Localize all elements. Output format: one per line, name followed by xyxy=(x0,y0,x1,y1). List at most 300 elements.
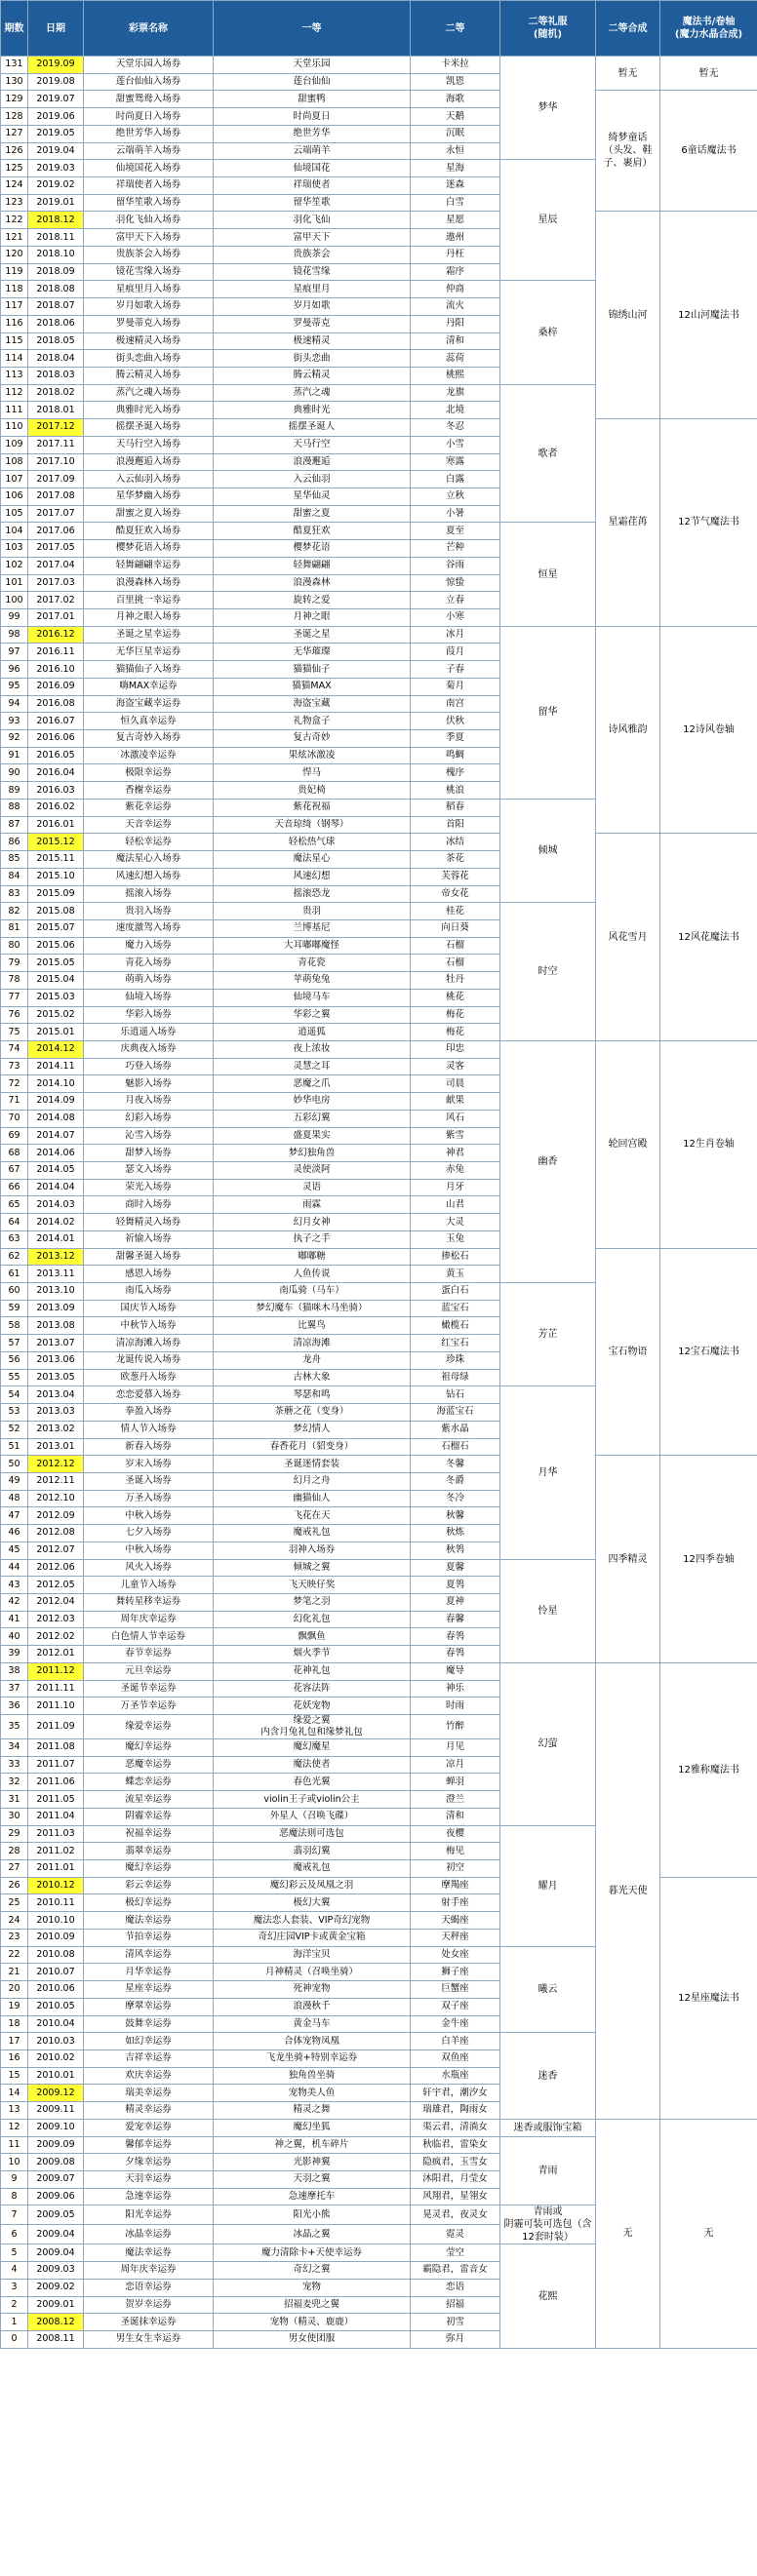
period-cell: 17 xyxy=(1,2033,28,2050)
first-prize-cell: 天堂乐园 xyxy=(214,57,411,74)
period-cell: 4 xyxy=(1,2262,28,2280)
date-cell: 2013.09 xyxy=(28,1300,84,1317)
lottery-name-cell: 冰激凌幸运券 xyxy=(84,747,214,764)
first-prize-cell: 翡羽幻翼 xyxy=(214,1843,411,1860)
first-prize-cell: 奇幻庄园VIP卡或黄金宝箱 xyxy=(214,1929,411,1946)
first-prize-cell: 花容法阵 xyxy=(214,1680,411,1698)
second-prize-cell: 丹枉 xyxy=(411,246,500,263)
lottery-name-cell: 浪漫邂逅入场券 xyxy=(84,453,214,471)
first-prize-cell: 天音琼绮（钢琴） xyxy=(214,816,411,834)
first-prize-cell: 烟火季节 xyxy=(214,1646,411,1663)
second-prize-cell: 伏秋 xyxy=(411,713,500,730)
lottery-name-cell: 魔力入场券 xyxy=(84,937,214,955)
date-cell: 2016.01 xyxy=(28,816,84,834)
first-prize-cell: 冰晶之翼 xyxy=(214,2225,411,2244)
second-prize-cell: 紫雪 xyxy=(411,1127,500,1145)
second-prize-cell: 卡米拉 xyxy=(411,57,500,74)
lottery-name-cell: 流星幸运券 xyxy=(84,1791,214,1809)
synth-group-cell: 星霜荏苒 xyxy=(596,419,660,627)
lottery-name-cell: 甜馨圣诞入场券 xyxy=(84,1248,214,1266)
date-cell: 2016.11 xyxy=(28,644,84,661)
period-cell: 1 xyxy=(1,2314,28,2331)
date-cell: 2010.05 xyxy=(28,1998,84,2015)
first-prize-cell: 独角兽坐骑 xyxy=(214,2067,411,2085)
period-cell: 88 xyxy=(1,799,28,816)
book-group-cell: 无 xyxy=(660,2119,757,2348)
lottery-name-cell: 清风幸运券 xyxy=(84,1946,214,1964)
lottery-name-cell: 速度激驾入场券 xyxy=(84,919,214,937)
first-prize-cell: 极速精灵 xyxy=(214,332,411,350)
lottery-name-cell: 贺岁幸运券 xyxy=(84,2296,214,2314)
period-cell: 72 xyxy=(1,1075,28,1093)
first-prize-cell: 羽神入场券 xyxy=(214,1542,411,1559)
second-prize-cell: 梅见 xyxy=(411,1843,500,1860)
lottery-name-cell: 恋语幸运券 xyxy=(84,2279,214,2296)
second-prize-cell: 月牙 xyxy=(411,1179,500,1196)
lottery-name-cell: 魔法幸运券 xyxy=(84,1912,214,1930)
period-cell: 46 xyxy=(1,1525,28,1542)
second-prize-cell: 大灵 xyxy=(411,1214,500,1231)
second-prize-cell: 桃浪 xyxy=(411,782,500,800)
period-cell: 70 xyxy=(1,1110,28,1127)
lottery-name-cell: 新春入场券 xyxy=(84,1438,214,1456)
date-cell: 2017.03 xyxy=(28,574,84,592)
date-cell: 2011.03 xyxy=(28,1825,84,1843)
lottery-name-cell: 萌萌入场券 xyxy=(84,972,214,990)
date-cell: 2013.02 xyxy=(28,1421,84,1438)
date-cell: 2014.05 xyxy=(28,1162,84,1180)
second-prize-cell: 茶花 xyxy=(411,851,500,869)
second-prize-cell: 秋鸰 xyxy=(411,1542,500,1559)
period-cell: 82 xyxy=(1,903,28,920)
period-cell: 7 xyxy=(1,2205,28,2225)
first-prize-cell: 羽化飞仙 xyxy=(214,212,411,229)
second-prize-cell: 掺松石 xyxy=(411,1248,500,1266)
date-cell: 2010.08 xyxy=(28,1946,84,1964)
lottery-name-cell: 星痕里月入场券 xyxy=(84,281,214,298)
lottery-name-cell: 极幻幸运券 xyxy=(84,1894,214,1912)
period-cell: 94 xyxy=(1,695,28,713)
period-cell: 107 xyxy=(1,471,28,488)
lottery-name-cell: 星华梦幽入场券 xyxy=(84,488,214,505)
second-prize-cell: 天秤座 xyxy=(411,1929,500,1946)
second-prize-cell: 蛋白石 xyxy=(411,1283,500,1301)
date-cell: 2013.05 xyxy=(28,1369,84,1386)
date-cell: 2017.12 xyxy=(28,419,84,437)
period-cell: 58 xyxy=(1,1317,28,1335)
dress-group-cell: 恒星 xyxy=(500,523,596,626)
second-prize-cell: 莹空 xyxy=(411,2244,500,2262)
date-cell: 2013.06 xyxy=(28,1351,84,1369)
second-prize-cell: 澄兰 xyxy=(411,1791,500,1809)
date-cell: 2015.01 xyxy=(28,1024,84,1041)
second-prize-cell: 季夏 xyxy=(411,730,500,748)
first-prize-cell: 光影神翼 xyxy=(214,2154,411,2171)
date-cell: 2017.11 xyxy=(28,436,84,453)
first-prize-cell: 奇幻之翼 xyxy=(214,2262,411,2280)
lottery-name-cell: 缘爱幸运券 xyxy=(84,1715,214,1739)
period-cell: 108 xyxy=(1,453,28,471)
first-prize-cell: 男女使团服 xyxy=(214,2331,411,2349)
dress-group-cell: 时空 xyxy=(500,903,596,1041)
book-group-cell: 12雅称魔法书 xyxy=(660,1662,757,1877)
date-cell: 2015.12 xyxy=(28,834,84,851)
date-cell: 2011.09 xyxy=(28,1715,84,1739)
period-cell: 14 xyxy=(1,2085,28,2102)
period-cell: 24 xyxy=(1,1912,28,1930)
first-prize-cell: 灵使淡阿 xyxy=(214,1162,411,1180)
lottery-name-cell: 贵羽入场券 xyxy=(84,903,214,920)
lottery-name-cell: 莲台仙仙入场券 xyxy=(84,73,214,91)
first-prize-cell: 圣诞迷情套装 xyxy=(214,1456,411,1473)
period-cell: 115 xyxy=(1,332,28,350)
period-cell: 18 xyxy=(1,2015,28,2033)
lottery-name-cell: 岁末入场券 xyxy=(84,1456,214,1473)
first-prize-cell: 紫花祝福 xyxy=(214,799,411,816)
second-prize-cell: 夏至 xyxy=(411,523,500,540)
period-cell: 73 xyxy=(1,1058,28,1075)
first-prize-cell: 典雅时光 xyxy=(214,402,411,419)
second-prize-cell: 清和 xyxy=(411,1808,500,1825)
period-cell: 131 xyxy=(1,57,28,74)
date-cell: 2017.09 xyxy=(28,471,84,488)
second-prize-cell: 初空 xyxy=(411,1860,500,1878)
first-prize-cell: 妙华电房 xyxy=(214,1093,411,1111)
date-cell: 2015.08 xyxy=(28,903,84,920)
lottery-name-cell: 无华巨星幸运券 xyxy=(84,644,214,661)
first-prize-cell: 贵羽 xyxy=(214,903,411,920)
first-prize-cell: 兰博基尼 xyxy=(214,919,411,937)
second-prize-cell: 紫水晶 xyxy=(411,1421,500,1438)
first-prize-cell: 酷夏狂欢 xyxy=(214,523,411,540)
date-cell: 2012.09 xyxy=(28,1507,84,1525)
period-cell: 98 xyxy=(1,626,28,644)
first-prize-cell: 缘爱之翼 内含月兔礼包和缘梦礼包 xyxy=(214,1715,411,1739)
lottery-name-cell: 富甲天下入场券 xyxy=(84,229,214,247)
first-prize-cell: 龙舟 xyxy=(214,1351,411,1369)
date-cell: 2012.01 xyxy=(28,1646,84,1663)
first-prize-cell: 宠物 xyxy=(214,2279,411,2296)
second-prize-cell: 小雪 xyxy=(411,436,500,453)
first-prize-cell: 猫猫仙子 xyxy=(214,661,411,679)
period-cell: 64 xyxy=(1,1214,28,1231)
period-cell: 16 xyxy=(1,2049,28,2067)
period-cell: 8 xyxy=(1,2188,28,2205)
second-prize-cell: 轩宇君，潮汐女 xyxy=(411,2085,500,2102)
period-cell: 93 xyxy=(1,713,28,730)
date-cell: 2017.10 xyxy=(28,453,84,471)
period-cell: 15 xyxy=(1,2067,28,2085)
second-prize-cell: 玉兔 xyxy=(411,1230,500,1248)
period-cell: 35 xyxy=(1,1715,28,1739)
second-prize-cell: 赤兔 xyxy=(411,1162,500,1180)
first-prize-cell: 海洋宝贝 xyxy=(214,1946,411,1964)
first-prize-cell: 飘飘鱼 xyxy=(214,1628,411,1646)
date-cell: 2017.07 xyxy=(28,505,84,523)
first-prize-cell: 神之翼，机车碎片 xyxy=(214,2136,411,2154)
date-cell: 2014.08 xyxy=(28,1110,84,1127)
second-prize-cell: 红宝石 xyxy=(411,1335,500,1352)
period-cell: 68 xyxy=(1,1145,28,1162)
date-cell: 2013.10 xyxy=(28,1283,84,1301)
second-prize-cell: 秋馨 xyxy=(411,1507,500,1525)
first-prize-cell: 幽猫仙人 xyxy=(214,1490,411,1507)
first-prize-cell: 贵族茶会 xyxy=(214,246,411,263)
second-prize-cell: 冬忍 xyxy=(411,419,500,437)
date-cell: 2010.06 xyxy=(28,1981,84,1999)
second-prize-cell: 梅花 xyxy=(411,1006,500,1024)
period-cell: 0 xyxy=(1,2331,28,2349)
lottery-name-cell: 魔法幸运券 xyxy=(84,2244,214,2262)
table-row xyxy=(1,626,757,644)
date-cell: 2008.11 xyxy=(28,2331,84,2349)
lottery-name-cell: 摇滚入场券 xyxy=(84,885,214,903)
period-cell: 37 xyxy=(1,1680,28,1698)
lottery-name-cell: 吉祥幸运券 xyxy=(84,2049,214,2067)
synth-group-cell: 四季精灵 xyxy=(596,1456,660,1663)
first-prize-cell: 岁月如歌 xyxy=(214,298,411,316)
first-prize-cell: 樱梦花语 xyxy=(214,540,411,558)
date-cell: 2015.02 xyxy=(28,1006,84,1024)
period-cell: 92 xyxy=(1,730,28,748)
lottery-name-cell: 仙境国花入场券 xyxy=(84,160,214,177)
lottery-name-cell: 中秋节入场券 xyxy=(84,1317,214,1335)
date-cell: 2016.05 xyxy=(28,747,84,764)
second-prize-cell: 帝女花 xyxy=(411,885,500,903)
table-row xyxy=(1,2119,757,2136)
second-prize-cell: 黄玉 xyxy=(411,1266,500,1283)
second-prize-cell: 天蝎座 xyxy=(411,1912,500,1930)
date-cell: 2016.03 xyxy=(28,782,84,800)
period-cell: 54 xyxy=(1,1386,28,1404)
lottery-name-cell: 圣诞入场券 xyxy=(84,1472,214,1490)
lottery-name-cell: 天马行空入场券 xyxy=(84,436,214,453)
period-cell: 10 xyxy=(1,2154,28,2171)
date-cell: 2019.08 xyxy=(28,73,84,91)
date-cell: 2014.07 xyxy=(28,1127,84,1145)
second-prize-cell: 隐疯君，玉雪女 xyxy=(411,2154,500,2171)
date-cell: 2017.08 xyxy=(28,488,84,505)
second-prize-cell: 沉眠 xyxy=(411,125,500,142)
second-prize-cell: 司晨 xyxy=(411,1075,500,1093)
second-prize-cell: 北境 xyxy=(411,402,500,419)
date-cell: 2019.04 xyxy=(28,142,84,160)
second-prize-cell: 神乐 xyxy=(411,1680,500,1698)
second-prize-cell: 夏鸰 xyxy=(411,1577,500,1594)
period-cell: 66 xyxy=(1,1179,28,1196)
synth-group-cell: 宝石物语 xyxy=(596,1248,660,1456)
first-prize-cell: 入云仙羽 xyxy=(214,471,411,488)
dress-group-cell: 耀月 xyxy=(500,1825,596,1946)
date-cell: 2016.10 xyxy=(28,661,84,679)
period-cell: 81 xyxy=(1,919,28,937)
period-cell: 50 xyxy=(1,1456,28,1473)
lottery-name-cell: 荣光入场券 xyxy=(84,1179,214,1196)
column-header: 二等合成 xyxy=(596,1,660,57)
first-prize-cell: 花妖宠物 xyxy=(214,1698,411,1715)
lottery-name-cell: 甜梦入场券 xyxy=(84,1145,214,1162)
period-cell: 27 xyxy=(1,1860,28,1878)
date-cell: 2010.09 xyxy=(28,1929,84,1946)
lottery-name-cell: 儿童节入场券 xyxy=(84,1577,214,1594)
period-cell: 47 xyxy=(1,1507,28,1525)
date-cell: 2016.06 xyxy=(28,730,84,748)
lottery-name-cell: 华彩入场券 xyxy=(84,1006,214,1024)
period-cell: 114 xyxy=(1,350,28,368)
second-prize-cell: 凯恩 xyxy=(411,73,500,91)
period-cell: 91 xyxy=(1,747,28,764)
lottery-name-cell: 阳光幸运券 xyxy=(84,2205,214,2225)
synth-group-cell: 轮回宫殿 xyxy=(596,1040,660,1248)
period-cell: 77 xyxy=(1,989,28,1006)
first-prize-cell: 苹萌兔兔 xyxy=(214,972,411,990)
second-prize-cell: 桃熙 xyxy=(411,367,500,384)
second-prize-cell: 献果 xyxy=(411,1093,500,1111)
second-prize-cell: 星愿 xyxy=(411,212,500,229)
second-prize-cell: 摩羯座 xyxy=(411,1877,500,1894)
first-prize-cell: 宠物美人鱼 xyxy=(214,2085,411,2102)
second-prize-cell: 清和 xyxy=(411,332,500,350)
second-prize-cell: 仲商 xyxy=(411,281,500,298)
first-prize-cell: 魔法使者 xyxy=(214,1756,411,1774)
period-cell: 126 xyxy=(1,142,28,160)
date-cell: 2013.03 xyxy=(28,1404,84,1422)
lottery-name-cell: 仙境入场券 xyxy=(84,989,214,1006)
lottery-name-cell: 嗨MAX幸运券 xyxy=(84,678,214,695)
period-cell: 86 xyxy=(1,834,28,851)
first-prize-cell: 摇滚恐龙 xyxy=(214,885,411,903)
second-prize-cell: 月见 xyxy=(411,1739,500,1757)
second-prize-cell: 冰月 xyxy=(411,626,500,644)
lottery-name-cell: 猫猫仙子入场券 xyxy=(84,661,214,679)
first-prize-cell: 梦幻独角兽 xyxy=(214,1145,411,1162)
date-cell: 2012.08 xyxy=(28,1525,84,1542)
date-cell: 2015.09 xyxy=(28,885,84,903)
date-cell: 2013.08 xyxy=(28,1317,84,1335)
lottery-name-cell: 万圣节幸运券 xyxy=(84,1698,214,1715)
second-prize-cell: 巨蟹座 xyxy=(411,1981,500,1999)
first-prize-cell: 摇摆圣诞人 xyxy=(214,419,411,437)
lottery-name-cell: 圣诞之星幸运券 xyxy=(84,626,214,644)
date-cell: 2014.10 xyxy=(28,1075,84,1093)
first-prize-cell: 幻月女神 xyxy=(214,1214,411,1231)
date-cell: 2013.11 xyxy=(28,1266,84,1283)
lottery-name-cell: 阴霾幸运券 xyxy=(84,1808,214,1825)
first-prize-cell: 比翼鸟 xyxy=(214,1317,411,1335)
first-prize-cell: 飞龙坐骑+特别幸运券 xyxy=(214,2049,411,2067)
date-cell: 2018.05 xyxy=(28,332,84,350)
lottery-name-cell: 感恩入场券 xyxy=(84,1266,214,1283)
lottery-name-cell: 南瓜入场券 xyxy=(84,1283,214,1301)
dress-group-cell: 怜星 xyxy=(500,1559,596,1662)
lottery-name-cell: 巧登入场券 xyxy=(84,1058,214,1075)
period-cell: 42 xyxy=(1,1593,28,1611)
date-cell: 2017.01 xyxy=(28,609,84,627)
second-prize-cell: 稻春 xyxy=(411,799,500,816)
first-prize-cell: 魔幻魔星 xyxy=(214,1739,411,1757)
first-prize-cell: 猫猫MAX xyxy=(214,678,411,695)
second-prize-cell: 流火 xyxy=(411,298,500,316)
period-cell: 123 xyxy=(1,194,28,212)
dress-group-cell: 迷香 xyxy=(500,2033,596,2120)
column-header: 二等礼服 (随机) xyxy=(500,1,596,57)
period-cell: 121 xyxy=(1,229,28,247)
first-prize-cell: 死神宠物 xyxy=(214,1981,411,1999)
first-prize-cell: 轻松热气球 xyxy=(214,834,411,851)
second-prize-cell: 永恒 xyxy=(411,142,500,160)
date-cell: 2014.04 xyxy=(28,1179,84,1196)
first-prize-cell: 蒸汽之魂 xyxy=(214,384,411,402)
first-prize-cell: 浪漫邂逅 xyxy=(214,453,411,471)
first-prize-cell: 飞天映仔奖 xyxy=(214,1577,411,1594)
period-cell: 65 xyxy=(1,1196,28,1214)
period-cell: 45 xyxy=(1,1542,28,1559)
date-cell: 2013.12 xyxy=(28,1248,84,1266)
first-prize-cell: 月神精灵（召唤坐骑） xyxy=(214,1964,411,1981)
lottery-name-cell: 浪漫森林入场券 xyxy=(84,574,214,592)
date-cell: 2009.11 xyxy=(28,2102,84,2120)
second-prize-cell: 双鱼座 xyxy=(411,2049,500,2067)
lottery-name-cell: 鼓舞幸运券 xyxy=(84,2015,214,2033)
dress-group-cell: 花熙 xyxy=(500,2244,596,2348)
period-cell: 56 xyxy=(1,1351,28,1369)
date-cell: 2011.10 xyxy=(28,1698,84,1715)
synth-group-cell: 绮梦童话 （头发、鞋子、裹肩） xyxy=(596,91,660,212)
second-prize-cell: 风翔君，星翎女 xyxy=(411,2188,500,2205)
first-prize-cell: 魔幻彩云及凤凰之羽 xyxy=(214,1877,411,1894)
second-prize-cell: 天鹅 xyxy=(411,108,500,126)
first-prize-cell: 绝世芳华 xyxy=(214,125,411,142)
period-cell: 41 xyxy=(1,1611,28,1628)
second-prize-cell: 海歌 xyxy=(411,91,500,108)
date-cell: 2009.09 xyxy=(28,2136,84,2154)
date-cell: 2014.03 xyxy=(28,1196,84,1214)
table-row xyxy=(1,1248,757,1266)
lottery-name-cell: 中秋入场券 xyxy=(84,1542,214,1559)
lottery-name-cell: 绝世芳华入场券 xyxy=(84,125,214,142)
first-prize-cell: 春香花月（貂变身） xyxy=(214,1438,411,1456)
first-prize-cell: 南瓜骑（马车） xyxy=(214,1283,411,1301)
first-prize-cell: 罗曼蒂克 xyxy=(214,315,411,332)
second-prize-cell: 迷森 xyxy=(411,177,500,195)
period-cell: 30 xyxy=(1,1808,28,1825)
lottery-name-cell: 节拍幸运券 xyxy=(84,1929,214,1946)
lottery-name-cell: 腾云精灵入场券 xyxy=(84,367,214,384)
dress-group-cell: 梦华 xyxy=(500,57,596,160)
date-cell: 2012.04 xyxy=(28,1593,84,1611)
lottery-name-cell: 青花入场券 xyxy=(84,955,214,972)
period-cell: 118 xyxy=(1,281,28,298)
lottery-name-cell: 轻松幸运券 xyxy=(84,834,214,851)
date-cell: 2013.07 xyxy=(28,1335,84,1352)
dress-group-cell: 芳芷 xyxy=(500,1283,596,1386)
first-prize-cell: 礼物盒子 xyxy=(214,713,411,730)
period-cell: 95 xyxy=(1,678,28,695)
lottery-name-cell: 月夜入场券 xyxy=(84,1093,214,1111)
second-prize-cell: 白露 xyxy=(411,471,500,488)
lottery-name-cell: 欢庆幸运券 xyxy=(84,2067,214,2085)
second-prize-cell: 菊月 xyxy=(411,678,500,695)
first-prize-cell: 魔法星心 xyxy=(214,851,411,869)
first-prize-cell: 极幻大翼 xyxy=(214,1894,411,1912)
period-cell: 59 xyxy=(1,1300,28,1317)
first-prize-cell: 春色光翼 xyxy=(214,1774,411,1791)
first-prize-cell: 执子之手 xyxy=(214,1230,411,1248)
first-prize-cell: 宠物（精灵、鹿鹿） xyxy=(214,2314,411,2331)
period-cell: 23 xyxy=(1,1929,28,1946)
column-header: 二等 xyxy=(411,1,500,57)
book-group-cell: 12节气魔法书 xyxy=(660,419,757,627)
